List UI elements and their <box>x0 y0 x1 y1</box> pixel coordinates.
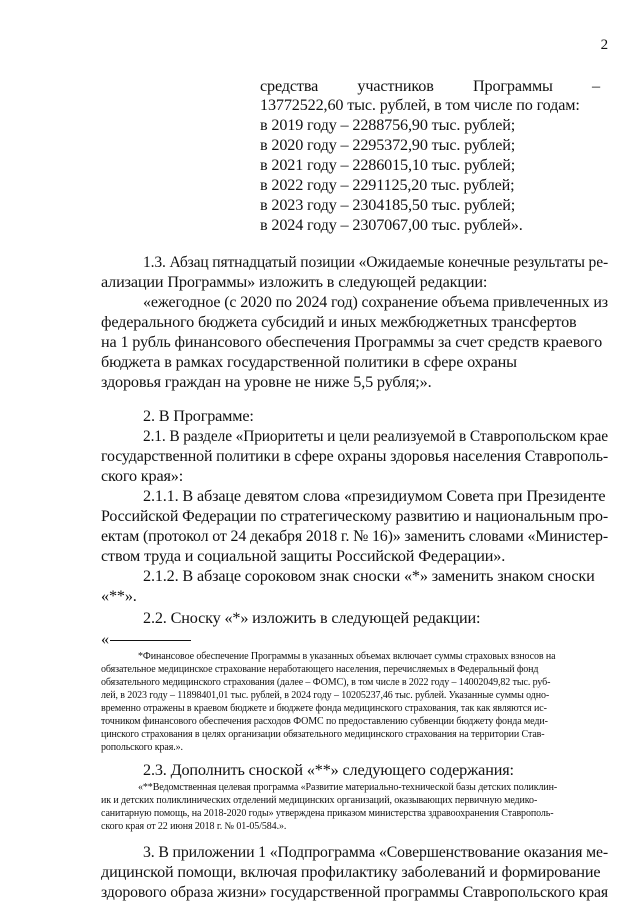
funding-word: – <box>592 76 600 95</box>
paragraph-line: бюджета в рамках государственной политики в сфере охраны <box>101 352 517 371</box>
footnote-line: точником финансового обеспечения расходов ФОМС по предоставлению субвенции бюджету фонда меди- <box>101 715 548 727</box>
funding-line: 13772522,60 тыс. рублей, в том числе по годам: <box>260 95 580 114</box>
paragraph-line: дицинской помощи, включая профилактику заболеваний и формирование <box>101 862 601 881</box>
paragraph-line: 3. В приложении 1 «Подпрограмма «Совершенствование оказания ме- <box>143 842 608 861</box>
paragraph-line: на 1 рубль финансового обеспечения Программы за счет средств краевого <box>101 332 603 351</box>
footnote-line: ропольского края.». <box>101 741 183 753</box>
paragraph-line: ством труда и социальной защиты Российской Федерации». <box>101 546 506 565</box>
footnote-line: *Финансовое обеспечение Программы в указанных объемах включает суммы страховых взносов на <box>138 650 556 662</box>
paragraph-line: здорового образа жизни» государственной программы Ставропольского края <box>101 882 608 901</box>
footnote-line: обязательное медицинское страхование неработающего населения, перечисляемых в Федеральный фонд <box>101 663 539 675</box>
footnote-line: ского края от 22 июня 2018 г. № 01-05/584.». <box>101 820 287 832</box>
paragraph-line: 2.1.1. В абзаце девятом слова «президиумом Совета при Президенте <box>143 486 606 505</box>
paragraph-line: ализации Программы» изложить в следующей редакции: <box>101 272 488 291</box>
footnote-line: ик и детских поликлинических отделений медицинских организаций, оказывающих первичную медико- <box>101 794 538 806</box>
paragraph-line: ского края»: <box>101 466 184 485</box>
paragraph-line: 2.1.2. В абзаце сороковом знак сноски «*» заменить знаком сноски <box>143 566 595 585</box>
quote-mark: « <box>101 629 109 648</box>
page-number: 2 <box>600 36 608 53</box>
paragraph-line: федерального бюджета субсидий и иных межбюджетных трансфертов <box>101 312 577 331</box>
funding-word: Программы <box>472 76 553 95</box>
funding-line: в 2020 году – 2295372,90 тыс. рублей; <box>260 135 516 154</box>
funding-line-0 <box>260 78 600 94</box>
paragraph-line: Российской Федерации по стратегическому развитию и национальным про- <box>101 506 608 525</box>
funding-line: в 2024 году – 2307067,00 тыс. рублей». <box>260 215 523 234</box>
footnote-line: лей, в 2023 году – 11898401,01 тыс. рублей, в 2024 году – 10205237,46 тыс. рублей. Указанные суммы одно- <box>101 689 550 701</box>
funding-word: участников <box>357 76 434 95</box>
paragraph-line: государственной политики в сфере охраны здоровья населения Ставрополь- <box>101 446 608 465</box>
footnote-line: временно отражены в краевом бюджете и бюджете фонда медицинского страхования, так как являются ис- <box>101 702 547 714</box>
paragraph-line: 2. В Программе: <box>143 406 254 425</box>
paragraph-line: 1.3. Абзац пятнадцатый позиции «Ожидаемые конечные результаты ре- <box>143 252 608 271</box>
paragraph-2-3: 2.3. Дополнить сноской «**» следующего содержания: <box>143 760 514 779</box>
paragraph-line: «**». <box>101 586 137 605</box>
footnote-line: «**Ведомственная целевая программа «Развитие материально-технической базы детских поликлин- <box>138 781 558 793</box>
footnote-line: цинского страхования в целях организации обязательного медицинского страхования на территории Став- <box>101 728 545 740</box>
paragraph-line: 2.2. Сноску «*» изложить в следующей редакции: <box>143 608 481 627</box>
footnote-separator <box>110 640 191 641</box>
funding-line: в 2021 году – 2286015,10 тыс. рублей; <box>260 155 516 174</box>
paragraph-line: ектам (протокол от 24 декабря 2018 г. № 16)» заменить словами «Министер- <box>101 526 608 545</box>
paragraph-line: 2.1. В разделе «Приоритеты и цели реализуемой в Ставропольском крае <box>143 426 608 445</box>
funding-line: в 2023 году – 2304185,50 тыс. рублей; <box>260 195 516 214</box>
funding-line: в 2019 году – 2288756,90 тыс. рублей; <box>260 115 516 134</box>
footnote-line: санитарную помощь, на 2018-2020 годы» утверждена приказом министерства здравоохранения Ставрополь- <box>101 807 554 819</box>
paragraph-line: «ежегодное (с 2020 по 2024 год) сохранение объема привлеченных из <box>143 292 608 311</box>
paragraph-line: здоровья граждан на уровне не ниже 5,5 рубля;». <box>101 372 432 391</box>
funding-word: средства <box>260 76 319 95</box>
funding-line: в 2022 году – 2291125,20 тыс. рублей; <box>260 175 515 194</box>
footnote-line: обязательного медицинского страхования (далее – ФОМС), в том числе в 2022 году – 14002049,82 тыс. руб- <box>101 676 551 688</box>
